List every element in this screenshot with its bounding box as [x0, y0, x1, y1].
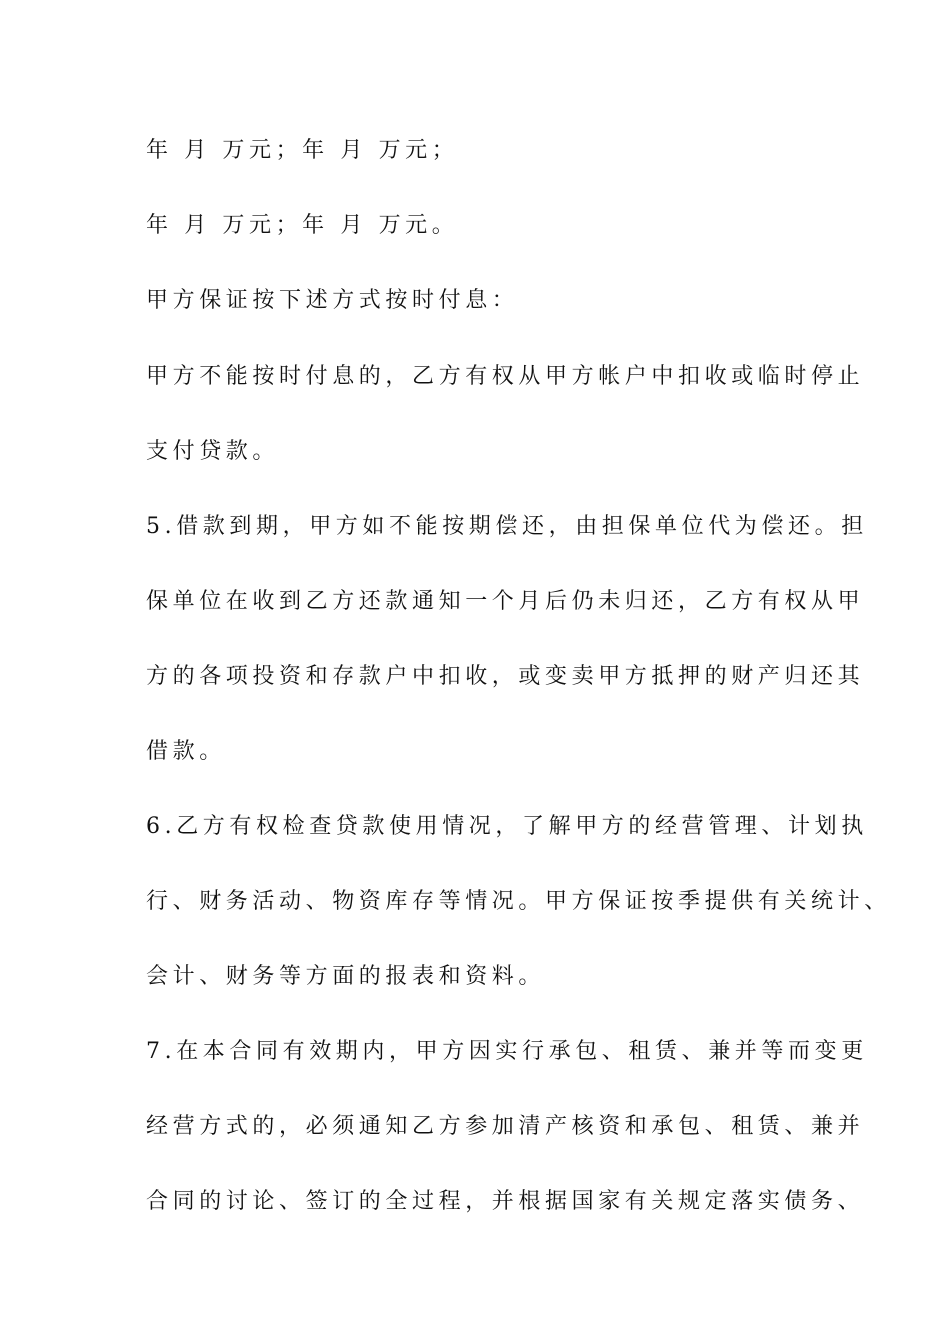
text-line-clause-6-cont-1: 行、财务活动、物资库存等情况。甲方保证按季提供有关统计、	[146, 889, 891, 914]
text-line-clause-5-cont-2: 方的各项投资和存款户中扣收，或变卖甲方抵押的财产归还其	[146, 664, 865, 689]
text-line-clause-5: 5.借款到期，甲方如不能按期偿还，由担保单位代为偿还。担	[146, 514, 868, 539]
text-line-clause-6: 6.乙方有权检查贷款使用情况，了解甲方的经营管理、计划执	[146, 814, 868, 839]
text-line-interest-default: 甲方不能按时付息的，乙方有权从甲方帐户中扣收或临时停止	[146, 364, 865, 389]
text-line-clause-7-cont-2: 合同的讨论、签订的全过程，并根据国家有关规定落实债务、	[146, 1189, 865, 1214]
text-line-interest-heading: 甲方保证按下述方式按时付息：	[146, 288, 519, 313]
text-line-clause-5-cont-3: 借款。	[146, 739, 226, 764]
text-line-clause-6-cont-2: 会计、财务等方面的报表和资料。	[146, 964, 546, 989]
text-line-interest-default-cont: 支付贷款。	[146, 439, 280, 464]
text-line-clause-5-cont-1: 保单位在收到乙方还款通知一个月后仍未归还，乙方有权从甲	[146, 589, 865, 614]
text-line-clause-7: 7.在本合同有效期内，甲方因实行承包、租赁、兼并等而变更	[146, 1039, 868, 1064]
text-line-clause-7-cont-1: 经营方式的，必须通知乙方参加清产核资和承包、租赁、兼并	[146, 1114, 865, 1139]
text-line-installment-1: 年 月 万元；年 月 万元；	[146, 138, 459, 163]
text-line-installment-2: 年 月 万元；年 月 万元。	[146, 213, 459, 238]
